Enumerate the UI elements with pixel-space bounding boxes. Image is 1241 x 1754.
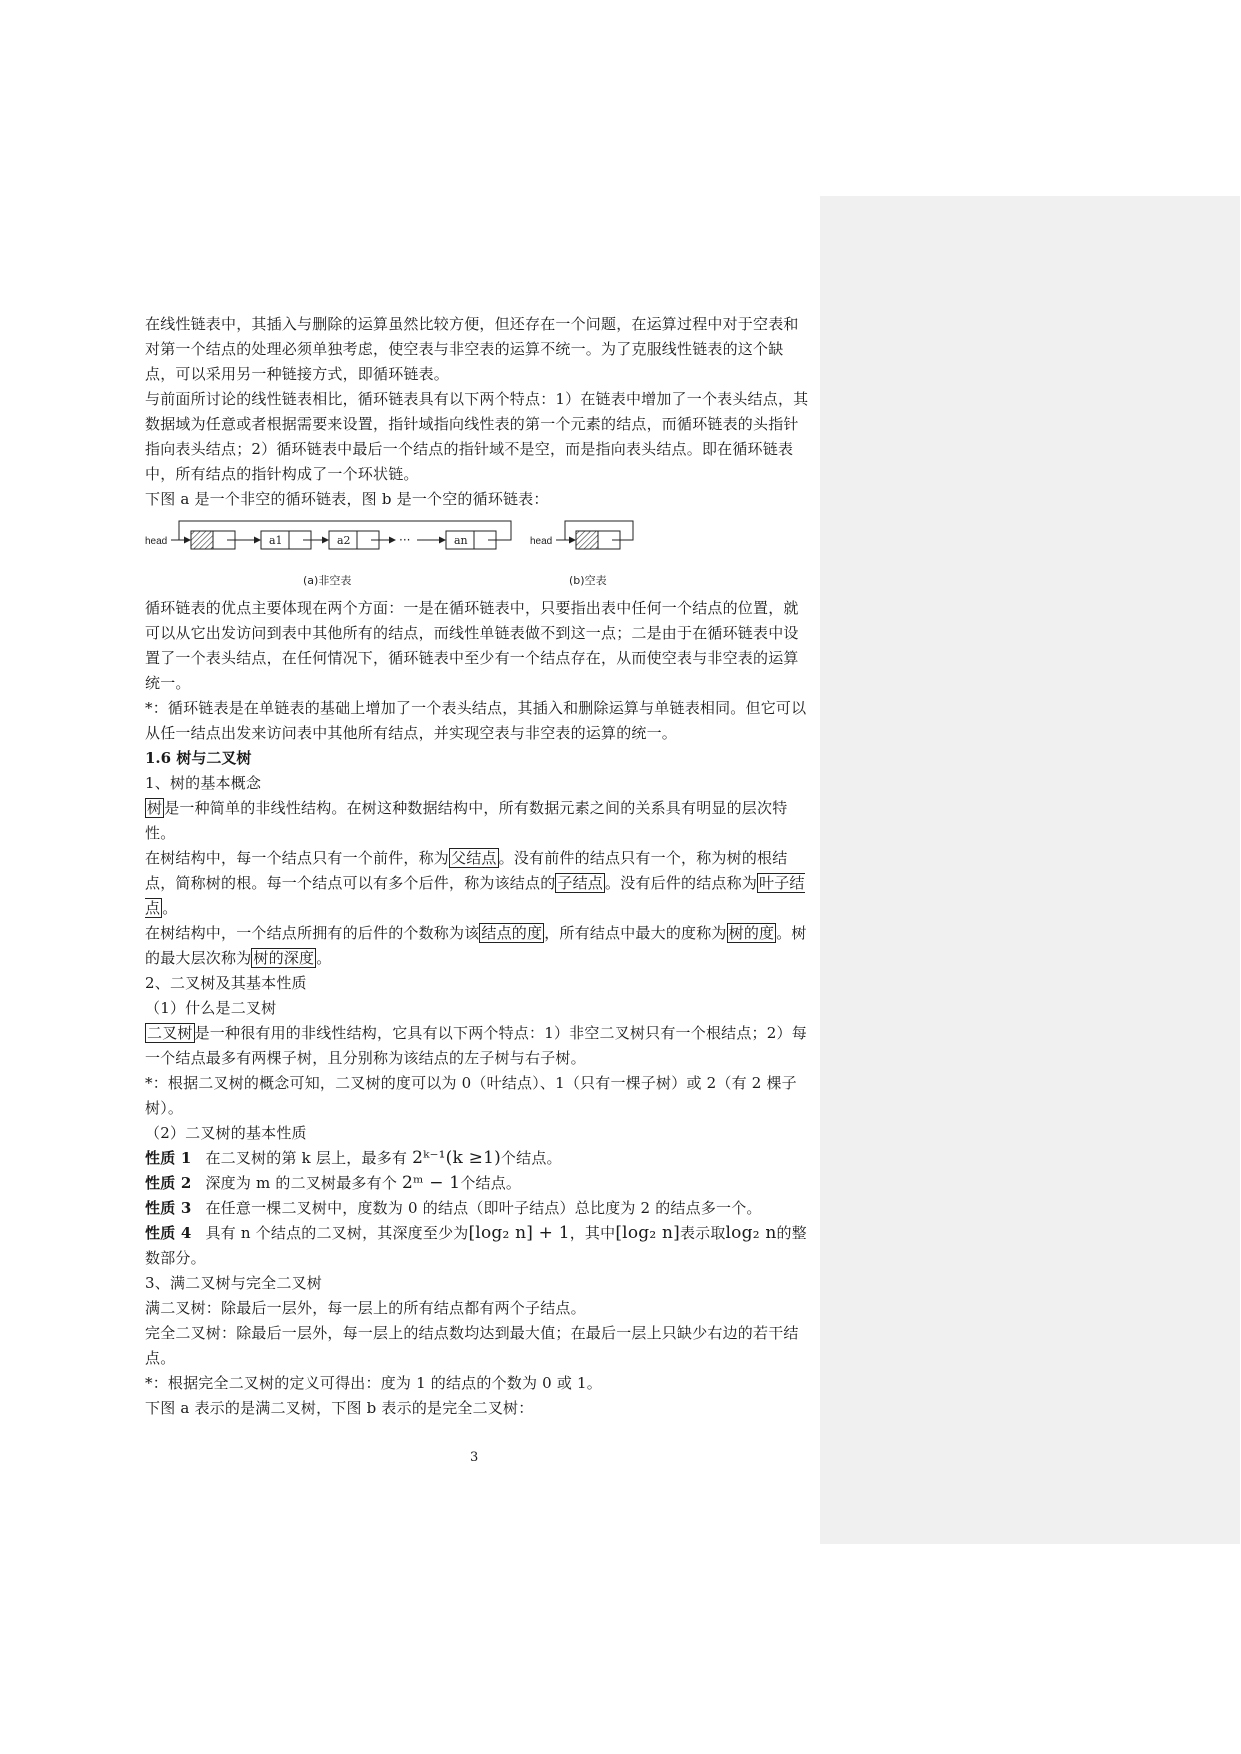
text: 是一种简单的非线性结构。在树这种数据结构中，所有数据元素之间的关系具有明显的层次特性。 [145, 799, 788, 842]
node-label-a1: a1 [269, 534, 283, 547]
head-label-b: head [530, 536, 553, 547]
empty-header-node [576, 531, 598, 549]
diagram-svg [145, 518, 811, 592]
paragraph: *：根据二叉树的概念可知，二叉树的度可以为 0（叶结点）、1（只有一棵子树）或 2（有 2 棵子树）。 [145, 1074, 797, 1117]
document-page [145, 312, 811, 1421]
paragraph: 下图 a 表示的是满二叉树，下图 b 表示的是完全二叉树： [145, 1399, 534, 1417]
term-box: 结点的度 [481, 924, 543, 942]
text: 。没有前件的结点只有一个，称为树的根结点，简称树的根。每一个结点可以有多个后件，称为该结点的 [145, 849, 788, 892]
term-box: 子结点 [557, 874, 604, 892]
math-expression: [log₂ n] + 1 [468, 1223, 570, 1243]
subheading: 2、二叉树及其基本性质 [145, 974, 307, 992]
circular-linked-list-diagram [145, 518, 811, 592]
text: 具有 n 个结点的二叉树，其深度至少为 [205, 1224, 469, 1242]
term-box: 叶子结点 [145, 874, 805, 917]
subheading: 3、满二叉树与完全二叉树 [145, 1274, 322, 1292]
header-node [191, 531, 213, 549]
term-box: 树的度 [728, 924, 775, 942]
subheading: （2）二叉树的基本性质 [145, 1124, 307, 1142]
caption-b: (b)空表 [569, 574, 607, 587]
term-box: 父结点 [451, 849, 497, 867]
paragraph [145, 1021, 811, 1071]
page-number: 3 [470, 1450, 479, 1465]
text: 。没有后件的结点称为 [605, 874, 758, 892]
text: 表示取 [679, 1224, 726, 1242]
math-expression: log₂ n [725, 1223, 777, 1243]
subheading: （1）什么是二叉树 [145, 999, 277, 1017]
text: 个结点。 [500, 1149, 562, 1167]
property-2 [145, 1171, 811, 1196]
math-expression: 2ᵐ − 1 [402, 1173, 461, 1193]
paragraph: 下图 a 是一个非空的循环链表，图 b 是一个空的循环链表： [145, 490, 549, 508]
paragraph: 循环链表的优点主要体现在两个方面：一是在循环链表中，只要指出表中任何一个结点的位置，就可以从它出发访问到表中其他所有的结点，而线性单链表做不到这一点；二是由于在循环链表中设置了一个表头结点，在任何情况下，循环链表中至少有一个结点存在，从而使空表与非空表的运算统一。 [145, 599, 799, 692]
ellipsis: ··· [399, 533, 411, 547]
paragraph: 满二叉树：除最后一层外，每一层上的所有结点都有两个子结点。 [145, 1299, 586, 1317]
paragraph [145, 796, 811, 846]
property-1 [145, 1146, 811, 1171]
text: 。 [316, 949, 332, 967]
text: 。树的最大层次称为 [145, 924, 807, 967]
property-3 [145, 1196, 811, 1221]
text: 在任意一棵二叉树中，度数为 0 的结点（即叶子结点）总比度为 2 的结点多一个。 [205, 1199, 762, 1217]
property-label: 性质 3 [145, 1199, 192, 1217]
head-label: head [145, 536, 168, 547]
text: 在树结构中，一个结点所拥有的后件的个数称为该 [145, 924, 480, 942]
section-title: 1.6 树与二叉树 [145, 749, 252, 767]
node-label-an: an [454, 534, 468, 547]
paragraph: 在线性链表中，其插入与删除的运算虽然比较方便，但还存在一个问题，在运算过程中对于空表和对第一个结点的处理必须单独考虑，使空表与非空表的运算不统一。为了克服线性链表的这个缺点，可以采用另一种链接方式，即循环链表。 [145, 315, 799, 383]
paragraph: *：循环链表是在单链表的基础上增加了一个表头结点，其插入和删除运算与单链表相同。但它可以从任一结点出发来访问表中其他所有结点，并实现空表与非空表的运算的统一。 [145, 699, 807, 742]
subheading: 1、树的基本概念 [145, 774, 262, 792]
text: 个结点。 [460, 1174, 522, 1192]
property-label: 性质 4 [145, 1224, 192, 1242]
property-label: 性质 2 [145, 1174, 192, 1192]
paragraph: 完全二叉树：除最后一层外，每一层上的结点数均达到最大值；在最后一层上只缺少右边的若干结点。 [145, 1324, 799, 1367]
math-expression: 2ᵏ⁻¹(k ≥1) [412, 1148, 501, 1168]
text: ，其中 [569, 1224, 616, 1242]
paragraph: 与前面所讨论的线性链表相比，循环链表具有以下两个特点：1）在链表中增加了一个表头结点，其数据域为任意或者根据需要来设置，指针域指向线性表的第一个元素的结点，而循环链表的头指针指向表头结点；2）循环链表中最后一个结点的指针域不是空，而是指向表头结点。即在循环链表中，所有结点的指针构成了一个环状链。 [145, 390, 809, 483]
text: ，所有结点中最大的度称为 [544, 924, 727, 942]
text: 在树结构中，每一个结点只有一个前件，称为 [145, 849, 450, 867]
term-box: 树 [147, 799, 163, 817]
math-expression: [log₂ n] [615, 1223, 680, 1243]
paragraph: *：根据完全二叉树的定义可得出：度为 1 的结点的个数为 0 或 1。 [145, 1374, 602, 1392]
text: 深度为 m 的二叉树最多有个 [205, 1174, 398, 1192]
text: 是一种很有用的非线性结构，它具有以下两个特点：1）非空二叉树只有一个根结点；2）每一个结点最多有两棵子树，且分别称为该结点的左子树与右子树。 [145, 1024, 807, 1067]
property-label: 性质 1 [145, 1149, 192, 1167]
node-label-a2: a2 [337, 534, 351, 547]
text: 在二叉树的第 k 层上，最多有 [205, 1149, 408, 1167]
caption-a: (a)非空表 [303, 574, 352, 587]
term-box: 树的深度 [253, 949, 315, 967]
term-box: 二叉树 [147, 1024, 193, 1042]
paragraph [145, 846, 811, 921]
comment-pane [820, 196, 1240, 1544]
text: 。 [162, 899, 178, 917]
property-4 [145, 1221, 811, 1271]
paragraph [145, 921, 811, 971]
text: 的整数部分。 [145, 1224, 807, 1267]
